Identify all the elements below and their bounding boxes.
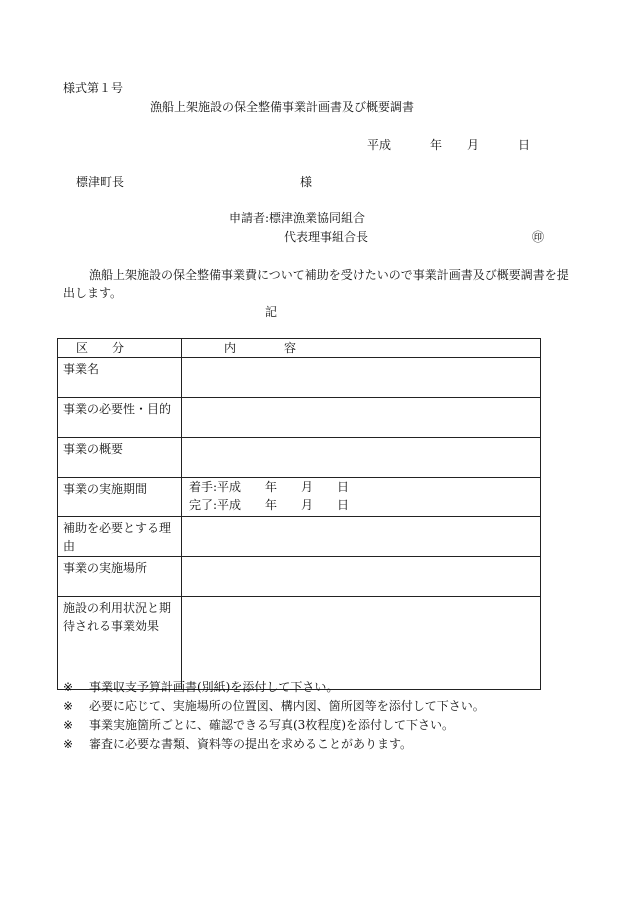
addressee-honorific: 様 — [300, 175, 313, 189]
date-era: 平成 — [367, 138, 392, 152]
footnote — [63, 697, 485, 716]
footnote — [63, 716, 485, 735]
table-row — [58, 438, 541, 478]
row-label-location: 事業の実施場所 — [58, 557, 182, 597]
footnote — [63, 678, 485, 697]
footnote-text: 審査に必要な書類、資料等の提出を求めることがあります。 — [89, 737, 413, 751]
table-row — [58, 597, 541, 690]
row-label-period: 事業の実施期間 — [58, 478, 182, 517]
footnote-mark: ※ — [63, 737, 74, 751]
row-content-reason[interactable] — [182, 517, 541, 557]
seal-mark: ㊞ — [532, 230, 545, 244]
date-day-label: 日 — [518, 138, 531, 152]
date-month-label: 月 — [467, 138, 480, 152]
application-table — [57, 338, 541, 690]
period-start: 着手:平成 年 月 日 — [189, 480, 350, 494]
row-label-reason: 補助を必要とする理由 — [58, 517, 182, 557]
form-number: 様式第１号 — [63, 81, 124, 95]
header-category: 区 分 — [58, 339, 182, 358]
date-year-label: 年 — [430, 138, 443, 152]
row-content-project-name[interactable] — [182, 358, 541, 398]
table-row — [58, 478, 541, 517]
row-content-effect[interactable] — [182, 597, 541, 690]
footnote-text: 事業実施箇所ごとに、確認できる写真(3枚程度)を添付して下さい。 — [89, 718, 455, 732]
header-content: 内 容 — [182, 339, 541, 358]
table-row — [58, 358, 541, 398]
footnote-mark: ※ — [63, 699, 74, 713]
row-content-necessity[interactable] — [182, 398, 541, 438]
row-label-effect: 施設の利用状況と期待される事業効果 — [58, 597, 182, 690]
table-header-row — [58, 339, 541, 358]
row-content-location[interactable] — [182, 557, 541, 597]
table-row — [58, 398, 541, 438]
footnote-mark: ※ — [63, 680, 74, 694]
row-label-project-name: 事業名 — [58, 358, 182, 398]
applicant-representative: 代表理事組合長 — [284, 230, 369, 244]
note-mark: 記 — [265, 305, 278, 319]
table-row — [58, 517, 541, 557]
row-label-necessity: 事業の必要性・目的 — [58, 398, 182, 438]
footnote-text: 事業収支予算計画書(別紙)を添付して下さい。 — [89, 680, 339, 694]
footnote-mark: ※ — [63, 718, 74, 732]
row-label-outline: 事業の概要 — [58, 438, 182, 478]
applicant-label: 申請者:標津漁業協同組合 — [229, 211, 366, 225]
table-row — [58, 557, 541, 597]
footnote-text: 必要に応じて、実施場所の位置図、構内図、箇所図等を添付して下さい。 — [89, 699, 485, 713]
document-title: 漁船上架施設の保全整備事業計画書及び概要調書 — [150, 100, 415, 114]
intro-text: 漁船上架施設の保全整備事業費について補助を受けたいので事業計画書及び概要調書を提出します。 — [63, 268, 569, 300]
row-content-period[interactable] — [182, 478, 541, 517]
footnote — [63, 735, 485, 754]
row-content-outline[interactable] — [182, 438, 541, 478]
addressee-name: 標津町長 — [76, 175, 125, 189]
intro-paragraph — [63, 266, 573, 302]
period-end: 完了:平成 年 月 日 — [189, 498, 350, 512]
footnotes — [63, 678, 485, 754]
